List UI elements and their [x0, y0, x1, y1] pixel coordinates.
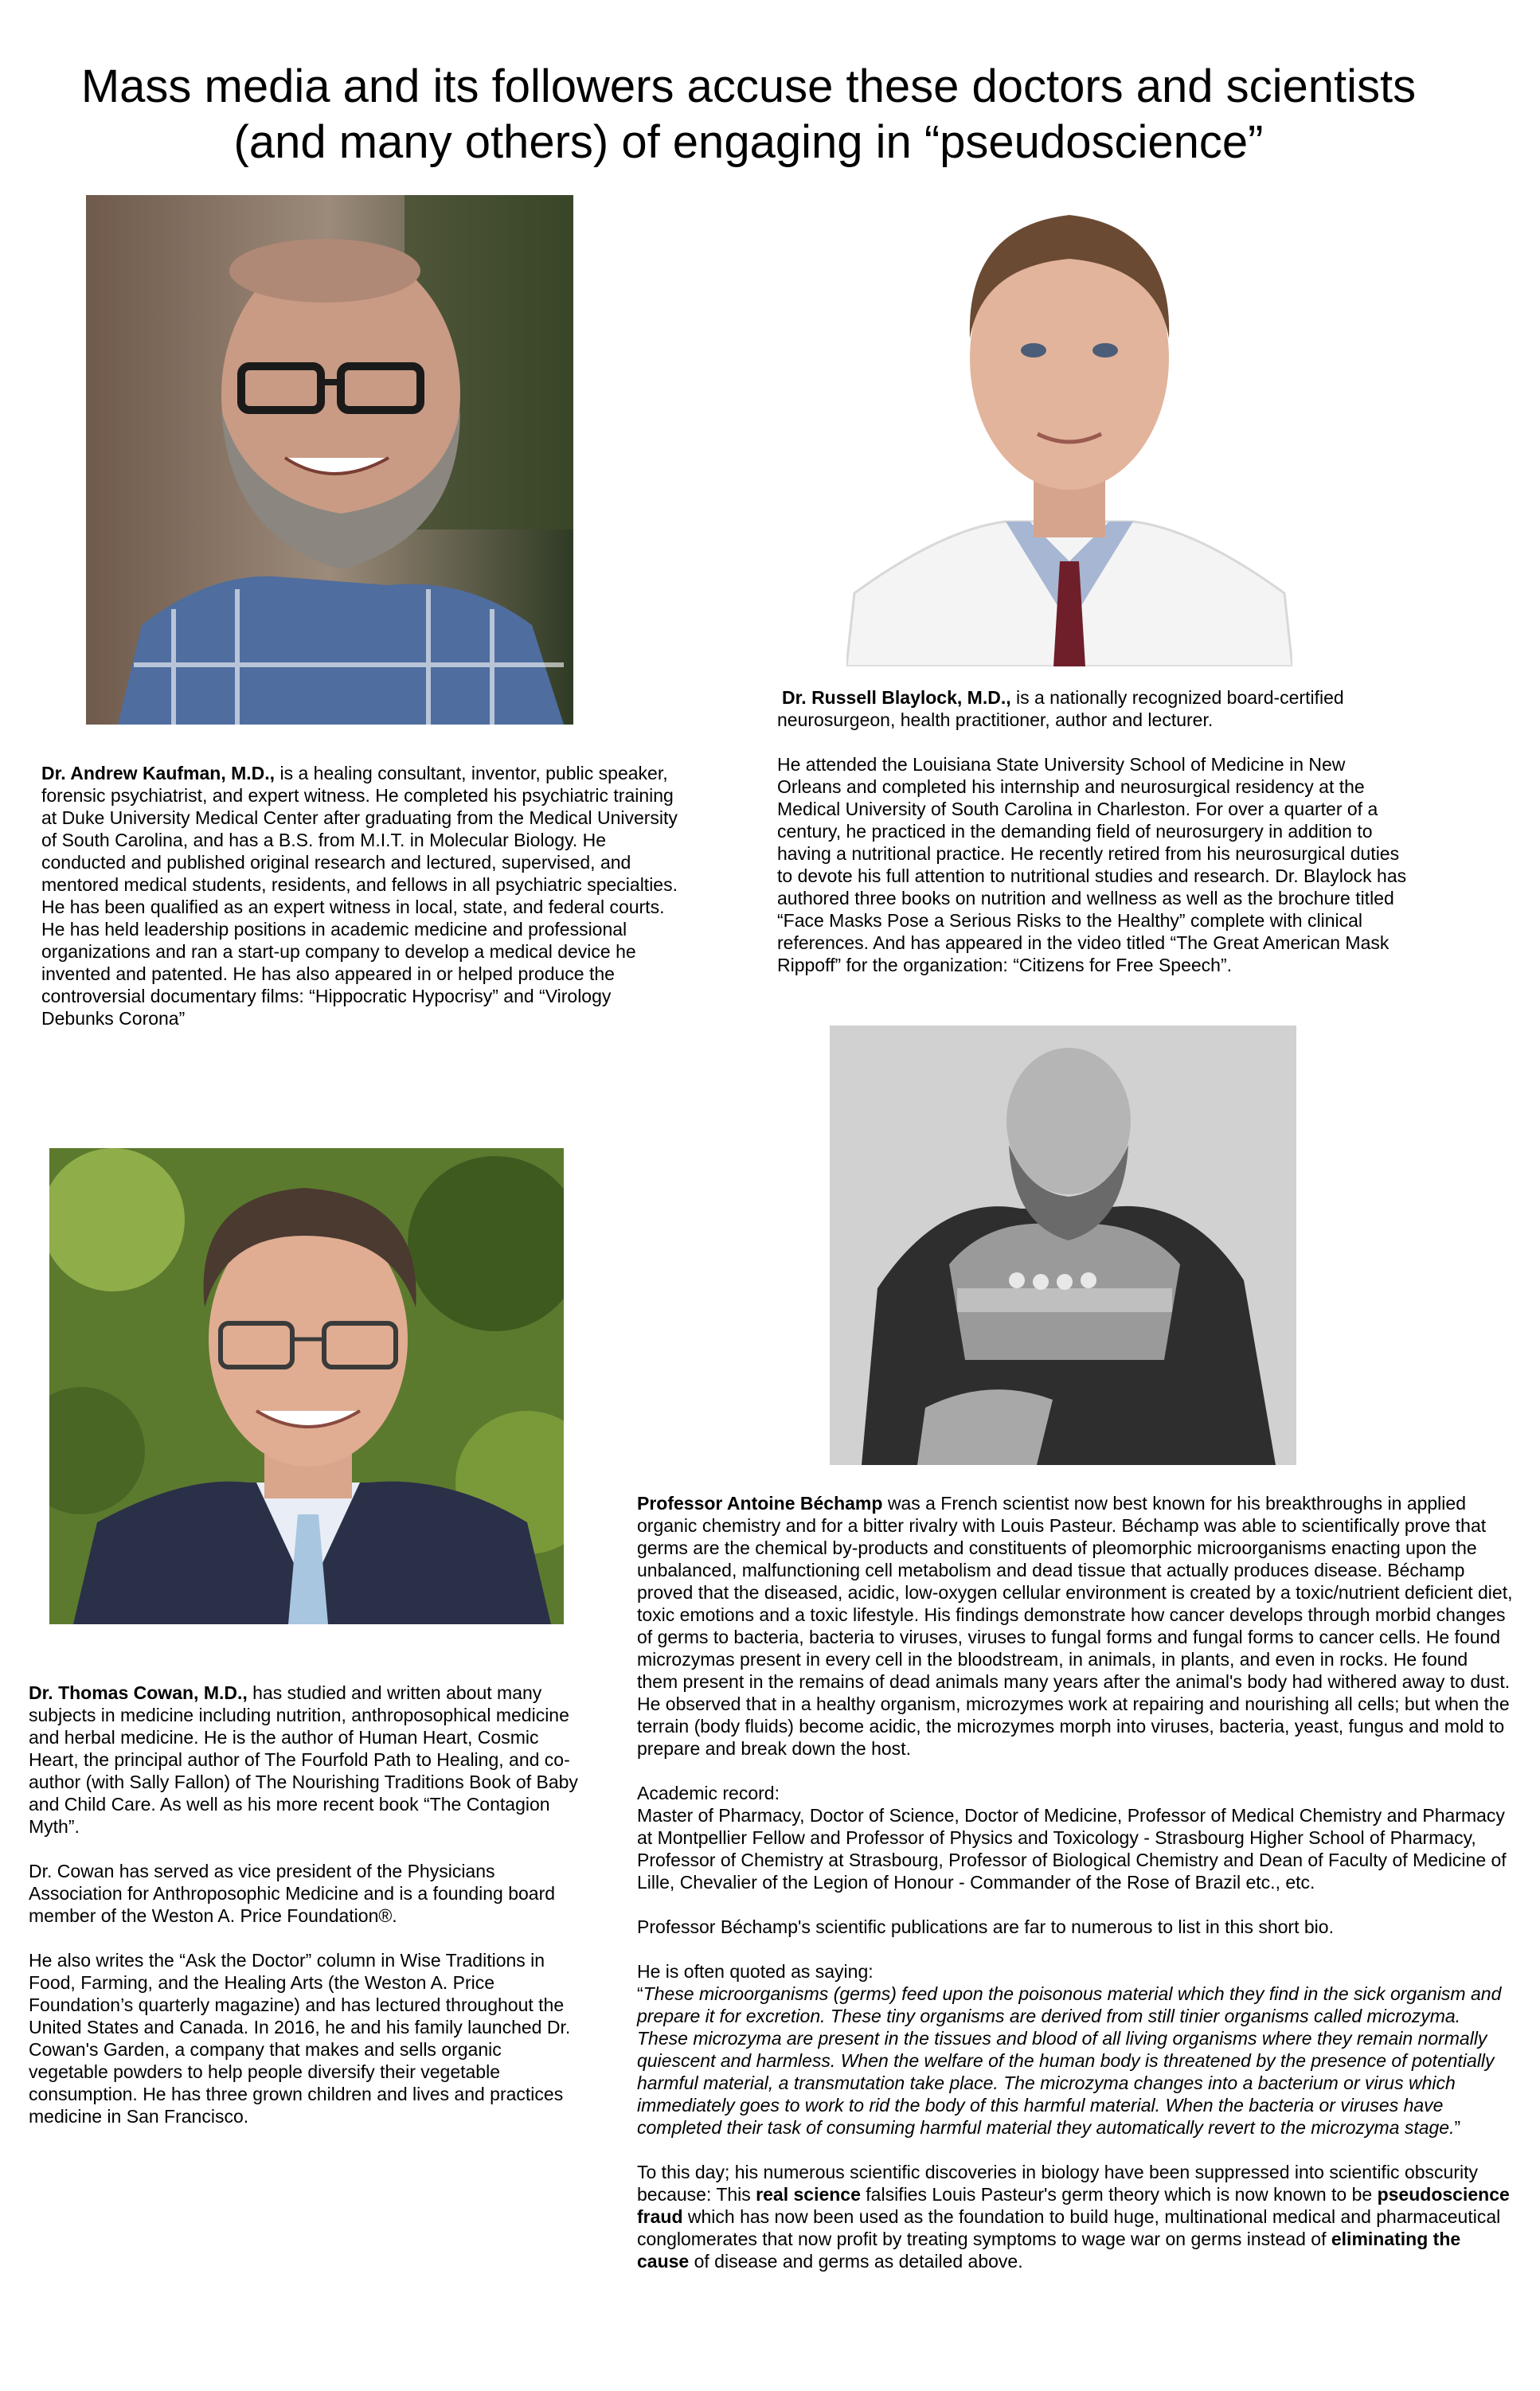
bechamp-record-label: Academic record: — [637, 1783, 780, 1803]
bechamp-quote-open-mark: “ — [637, 1983, 643, 2004]
kaufman-name: Dr. Andrew Kaufman, M.D., — [41, 763, 276, 783]
bechamp-closing-text-1: To this day; his numerous scientific discoveries in biology have been suppressed into scientific obscurity because: This — [637, 2162, 1478, 2205]
portrait-photo-kaufman — [86, 195, 573, 725]
page-title — [0, 59, 1497, 170]
portrait-bechamp-icon — [830, 1026, 1296, 1465]
portrait-blaylock-icon — [846, 179, 1292, 666]
kaufman-bio-text: is a healing consultant, inventor, public speaker, forensic psychiatrist, and expert witness. He completed his psychiatric training at Duke University Medical Center after graduating from the Medical University of South Carolina, and has a B.S. from M.I.T. in Molecular Biology. He conducted and published original research and lectured, supervised, and mentored medical students, residents, and fellows in all psychiatric specialties. He has been qualified as an expert witness in local, state, and federal courts. He has held leadership positions in academic medicine and professional organizations and ran a start-up company to develop a medical device he invented and patented. He has also appeared in or helped produce the controversial documentary films: “Hippocratic Hypocrisy” and “Virology Debunks Corona” — [41, 763, 678, 1029]
blaylock-intro-paragraph — [777, 686, 1414, 731]
blaylock-intro-text: is a nationally recognized board-certified neurosurgeon, health practitioner, author and lecturer. — [777, 687, 1344, 730]
bechamp-record-text: Master of Pharmacy, Doctor of Science, Doctor of Medicine, Professor of Medical Chemistry and Pharmacy at Montpellier Fellow and Professor of Physics and Toxicology - Strasbourg Higher School of Pharmacy, Professor of Chemistry at Strasbourg, Professor of Biological Chemistry and Dean of Faculty of Medicine of Lille, Chevalier of the Legion of Honour - Commander of the Rose of Brazil etc., etc. — [637, 1805, 1507, 1893]
portrait-cowan-icon — [49, 1148, 564, 1624]
portrait-photo-bechamp — [830, 1026, 1296, 1465]
cowan-name: Dr. Thomas Cowan, M.D., — [29, 1682, 248, 1703]
cowan-paragraph-1 — [29, 1682, 578, 1838]
cowan-paragraph-3: He also writes the “Ask the Doctor” column in Wise Traditions in Food, Farming, and the Healing Arts (the Weston A. Price Foundation’s quarterly magazine) and has lectured throughout the United States and Canada. In 2016, he and his family launched Dr. Cowan's Garden, a company that makes and sells organic vegetable powders to help people diversify their vegetable consumption. He has three grown children and lives and practices medicine in San Francisco. — [29, 1950, 571, 2127]
bechamp-quote-close-mark: ” — [1454, 2117, 1461, 2138]
page-title-line-1: Mass media and its followers accuse these doctors and scientists — [80, 60, 1417, 112]
bechamp-record-paragraph — [637, 1782, 1513, 1893]
bechamp-publications: Professor Béchamp's scientific publications are far to numerous to list in this short bio. — [637, 1916, 1334, 1937]
kaufman-bio-paragraph — [41, 762, 678, 1029]
cowan-bio — [29, 1682, 578, 2127]
portrait-photo-blaylock — [846, 179, 1292, 666]
bechamp-closing-emphasis-real-science: real science — [756, 2184, 861, 2205]
bechamp-closing-text-2: falsifies Louis Pasteur's germ theory which is now known to be — [860, 2184, 1378, 2205]
bechamp-quote: These microorganisms (germs) feed upon the poisonous material which they find in the sick organism and prepare it for excretion. These tiny organisms are derived from still tinier organisms called microzyma. These microzyma are present in the tissues and blood of all living organisms where they remain normally quiescent and harmless. When the welfare of the human body is threatened by the presence of potentially harmful material, a transmutation take place. The microzyma changes into a bacterium or virus which immediately goes to work to rid the body of this harmful material. When the bacteria or viruses have completed their task of consuming harmful material they automatically revert to the microzyma stage. — [637, 1983, 1502, 2138]
blaylock-bio — [777, 686, 1414, 976]
blaylock-name: Dr. Russell Blaylock, M.D., — [782, 687, 1011, 708]
portrait-kaufman-icon — [86, 195, 573, 725]
bechamp-intro-text: was a French scientist now best known for his breakthroughs in applied organic chemistry and for a bitter rivalry with Louis Pasteur. Béchamp was able to scientifically prove that germs are the chemical by-products and constituents of pleomorphic microorganisms enacting upon the unbalanced, malfunctioning cell metabolism and dead tissue that actually produces disease. Béchamp proved that the diseased, acidic, low-oxygen cellular environment is created by a toxic/nutrient deficient diet, toxic emotions and a toxic lifestyle. His findings demonstrate how cancer develops through morbid changes of germs to bacteria, bacteria to viruses, viruses to fungal forms and fungal forms to cancer cells. He found microzymas present in every cell in the bloodstream, in animals, in plants, and even in rocks. He found them present in the remains of dead animals many years after the animal's body had withered away to dust. He observed that in a healthy organism, microzymes work at repairing and nourishing all cells; but when the terrain (body fluids) become acidic, the microzymes morph into viruses, bacteria, yeast, fungus and mold to prepare and break down the host. — [637, 1493, 1513, 1759]
bechamp-closing-emphasis-fraud: pseudoscience fraud — [637, 2184, 1510, 2227]
cowan-paragraph-2: Dr. Cowan has served as vice president of the Physicians Association for Anthroposophic Medicine and is a founding board member of the Weston A. Price Foundation®. — [29, 1861, 556, 1926]
kaufman-bio — [41, 762, 678, 1029]
bechamp-quote-intro: He is often quoted as saying: — [637, 1961, 874, 1982]
blaylock-bio-text: He attended the Louisiana State University School of Medicine in New Orleans and completed his internship and neurosurgical residency at the Medical University of South Carolina in Charleston. For over a quarter of a century, he practiced in the demanding field of neurosurgery in addition to having a nutritional practice. He recently retired from his neurosurgical duties to devote his full attention to nutritional studies and research. Dr. Blaylock has authored three books on nutrition and wellness as well as the brochure titled “Face Masks Pose a Serious Risks to the Healthy” complete with clinical references. And has appeared in the video titled “The Great American Mask Rippoff” for the organization: “Citizens for Free Speech”. — [777, 754, 1407, 975]
cowan-p1-text: has studied and written about many subjects in medicine including nutrition, anthroposophical medicine and herbal medicine. He is the author of Human Heart, Cosmic Heart, the principal author of The Fourfold Path to Healing, and co-author (with Sally Fallon) of The Nourishing Traditions Book of Baby and Child Care. As well as his more recent book “The Contagion Myth”. — [29, 1682, 578, 1837]
bechamp-name: Professor Antoine Béchamp — [637, 1493, 883, 1514]
bechamp-quote-paragraph — [637, 1960, 1513, 2139]
page-title-line-2: (and many others) of engaging in “pseudoscience” — [233, 115, 1264, 168]
portrait-photo-cowan — [49, 1148, 564, 1624]
bechamp-closing-emphasis-cause: eliminating the cause — [637, 2229, 1461, 2272]
bechamp-closing-paragraph — [637, 2161, 1513, 2272]
bechamp-closing-text-3: which has now been used as the foundation to build huge, multinational medical and pharmaceutical conglomerates that now profit by treating symptoms to wage war on germs instead of — [637, 2206, 1501, 2249]
bechamp-bio — [637, 1492, 1513, 2272]
bechamp-intro-paragraph — [637, 1492, 1513, 1760]
bechamp-closing-text-4: of disease and germs as detailed above. — [689, 2251, 1023, 2272]
